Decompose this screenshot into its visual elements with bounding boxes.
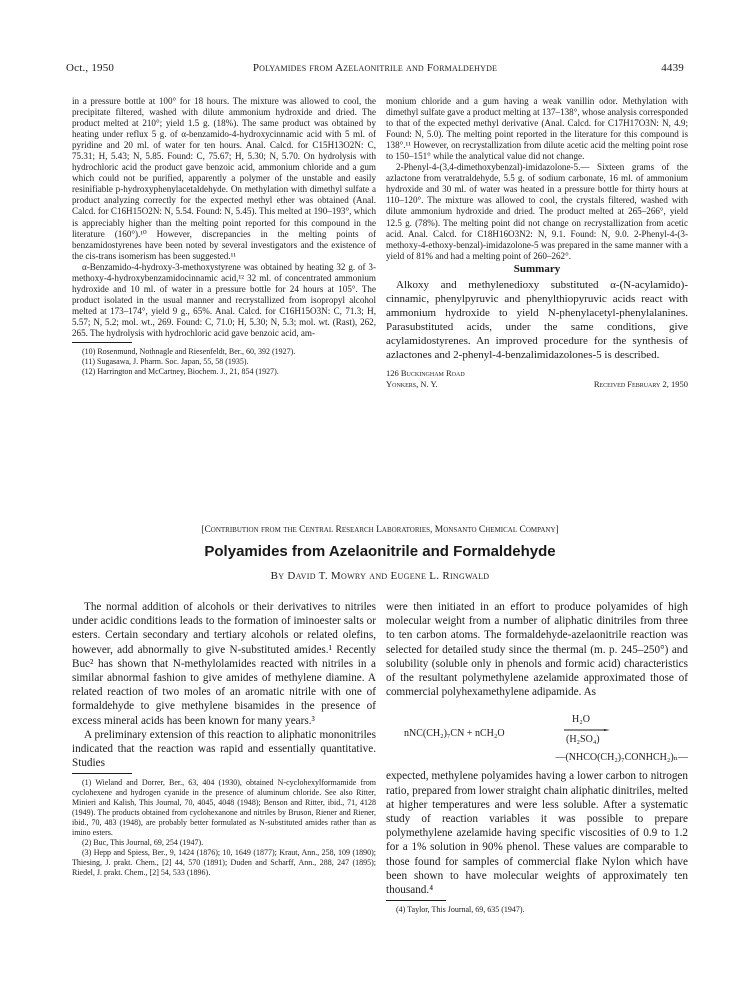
body-paragraph-1: were then initiated in an effort to produce polyamides of high molecular weight from a number of aliphatic dinitriles from three to ten carbon atoms. The formaldehyde-azelaonitrile reaction was selected for detailed study since the thermal (m. p. 245–250°) and solubility (soluble only in phenols and formic acid) characteristics of the resultant polymethylene azelamide approximated those of commercial polyhexamethylene adipamide. As: [386, 601, 688, 699]
reaction-equation: [386, 699, 688, 769]
footnote-divider: [72, 342, 132, 343]
equation-product: —(NHCO(CH₂)₇CONHCH₂)ₙ—: [555, 752, 688, 764]
article-authors: By David T. Mowry and Eugene L. Ringwald: [270, 570, 490, 582]
header-date: Oct., 1950: [66, 62, 115, 74]
intro-paragraph-2: A preliminary extension of this reaction to aliphatic mononitriles indicated that the reaction was rapid and essentially quantitative. Studies: [72, 728, 376, 770]
top-left-column: [72, 96, 376, 377]
footnote-4: (4) Taylor, This Journal, 69, 635 (1947).: [396, 905, 525, 915]
page-header: [66, 62, 684, 78]
reaction-arrow-icon: [564, 729, 610, 731]
top-left-paragraph-1: in a pressure bottle at 100° for 18 hours. The mixture was allowed to cool, the precipitate filtered, washed with dilute ammonium hydroxide and dried. The product melted at 210°; yield 1.5 g. (18%). The same product was obtained by heating under reflux 5 g. of α-benzamido-4-hydroxycinnamic acid with 5 ml. of pyridine and 20 ml. of water for ten hours. Anal. Calcd. for C15H13O2N: C, 75.31; H, 5.43; N, 5.85. Found: C, 75.67; H, 5.30; N, 5.70. On hydrolysis with hydrochloric acid the product gave benzoic acid, ammonium chloride and a gum which could not be purified, apparently a polymer of the unstable and easily resinifiable p-hydroxyphenylacetaldehyde. On methylation with dimethyl sulfate a product analyzing correctly for the expected methyl ether was obtained (Anal. Calcd. for C16H15O2N: N, 5.54. Found: N, 5.45). This melted at 190–193°, which is appreciably higher than the melting point reported for this compound in the literature (160°).¹⁰ However, discrepancies in the melting points of benzamidostyrenes have been noted by several investigators and the existence of the cis-trans isomerism has been suggested.¹¹: [72, 96, 376, 261]
footnote-divider: [72, 773, 132, 774]
summary-heading: Summary: [513, 262, 561, 275]
bottom-right-footnotes: [386, 905, 688, 915]
body-paragraph-2: expected, methylene polyamides having a lower carbon to nitrogen ratio, prepared from lower straight chain aliphatic dinitriles, melted at higher temperatures and were less soluble. After a systematic study of reaction variables it was possible to prepare polymethylene azelamide having specific viscosities of 0.9 to 1.2 for a 1% solution in 90% phenol. These values are comparable to those found for samples of commercial flake Nylon which have been shown to have molecular weights of approximately ten thousand.⁴: [386, 770, 688, 897]
address-line-1: 126 Buckingham Road: [386, 367, 465, 378]
footnote-2: (2) Buc, This Journal, 69, 254 (1947).: [82, 838, 204, 848]
header-running-title: Polyamides from Azelaonitrile and Formaldehyde: [252, 62, 498, 74]
bottom-left-footnotes: [72, 778, 376, 878]
summary-text: Alkoxy and methylenedioxy substituted α-(N-acylamido)-cinnamic, phenylpyruvic and phenylthiopyruvic acids react with ammonium hydroxide to yield N-phenylacetyl-phenylalanines. Parasubstituted acids, under the same conditions, give acylamidostyrenes. An improved procedure for the synthesis of azlactones and 2-phenyl-4-benzalimidazolones-5 is described.: [386, 278, 688, 361]
bottom-left-column: [72, 600, 376, 878]
author-address: [386, 368, 688, 392]
top-left-paragraph-2: α-Benzamido-4-hydroxy-3-methoxystyrene was obtained by heating 32 g. of 3-methoxy-4-hydroxybenzamidocinnamic acid,¹² 32 ml. of concentrated ammonium hydroxide and 10 ml. of water in a pressure bottle for 24 hours at 105°. The product isolated in the usual manner and recrystallized from isopropyl alcohol melted at 173–174°, yield 9 g., 65%. Anal. Calcd. for C16H15O3N: C, 71.3; H, 5.57; N, 5.2; mol. wt., 269. Found: C, 71.0; H, 5.30; N, 5.3; mol. wt. (Rast), 262, 265. The hydrolysis with hydrochloric acid gave benzoic acid, am-: [72, 261, 376, 338]
top-right-paragraph-1: monium chloride and a gum having a weak vanillin odor. Methylation with dimethyl sulfate gave a product melting at 137–138°, whose analysis corresponded to that of the expected methyl derivative (Anal. Calcd. for C17H17O3N: N, 4.9; Found: N, 5.0). The melting point reported in the literature for this compound is 138°.¹¹ However, on recrystallization from dilute acetic acid the melting point rose to 150–151° while the analytical value did not change.: [386, 96, 688, 162]
contribution-line: [Contribution from the Central Research Laboratories, Monsanto Chemical Company]: [201, 525, 559, 535]
bottom-right-column: [386, 600, 688, 915]
footnote-divider: [386, 900, 446, 901]
footnote-10: (10) Rosenmund, Nothnagle and Riesenfeldt, Ber., 60, 392 (1927).: [82, 347, 296, 357]
footnote-11: (11) Sugasawa, J. Pharm. Soc. Japan, 55, 58 (1935).: [82, 357, 249, 367]
address-line-2: Yonkers, N. Y.: [386, 378, 438, 389]
header-page-number: 4439: [661, 62, 684, 74]
top-left-footnotes: [72, 347, 376, 377]
received-date: Received February 2, 1950: [593, 378, 688, 389]
summary-section: [386, 278, 688, 362]
article-title: Polyamides from Azelaonitrile and Formaldehyde: [204, 543, 556, 560]
top-right-paragraph-2: 2-Phenyl-4-(3,4-dimethoxybenzal)-imidazolone-5.— Sixteen grams of the azlactone from veratraldehyde, 5.5 g. of sodium carbonate, 16 ml. of ammonium hydroxide and 30 ml. of water was heated in a pressure bottle for thirty hours at 110–120°. The mixture was allowed to cool, the crystals filtered, washed with dilute ammonium hydroxide and dried. The product melted at 265–266°, yield 12.5 g. (78%). The melting point did not change on recrystallization from acetic acid. Anal. Calcd. for C18H16O3N2: N, 9.1. Found: N, 9.0. 2-Phenyl-4-(3-methoxy-4-ethoxy-benzal)-imidazolone-5 was prepared in the same manner with a yield of 81% and had a melting point of 260–262°.: [386, 162, 688, 261]
intro-paragraph-1: The normal addition of alcohols or their derivatives to nitriles under acidic conditions leads to the formation of iminoester salts or esters. Certain secondary and tertiary alcohols or related olefins, however, add abnormally to give N-substituted amides.¹ Recently Buc² has shown that N-methylolamides reacted with nitriles in a similar abnormal fashion to give amides of methylene diamine. A related reaction of two moles of an aromatic nitrile with one of formaldehyde to give methylene bisamides in the presence of excess mineral acids has been known for many years.³: [72, 601, 376, 727]
equation-above-arrow: H₂O: [572, 714, 590, 726]
footnote-12: (12) Harrington and McCartney, Biochem. J., 21, 854 (1927).: [82, 367, 279, 377]
top-right-column: [386, 96, 688, 392]
footnote-1: (1) Wieland and Dorrer, Ber., 63, 404 (1930), obtained N-cyclohexylformamide from cyclohexene and hydrogen cyanide in the presence of aluminum chloride. See also Ritter, Minieri and Kalish, This Journal, 70, 4045, 4048 (1948); Benson and Ritter, ibid., 71, 4128 (1949). The products obtained from cyclohexanone and nitriles by Bruson, Riener and Riener, ibid., 70, 483 (1948), are probably better formulated as N-substituted amides rather than as imino esters.: [72, 778, 376, 838]
equation-below-arrow: (H₂SO₄): [566, 734, 600, 746]
footnote-3: (3) Hepp and Spiess, Ber., 9, 1424 (1876); 10, 1649 (1877); Kraut, Ann., 258, 109 (1890); Thiesing, J. prakt. Chem., [2] 44, 570 (1891); Duden and Scharff, Ann., 288, 247 (1895); Riedel, J. prakt. Chem., [2] 54, 533 (1896).: [72, 848, 376, 878]
equation-reactants: nNC(CH₂)₇CN + nCH₂O: [404, 728, 505, 740]
